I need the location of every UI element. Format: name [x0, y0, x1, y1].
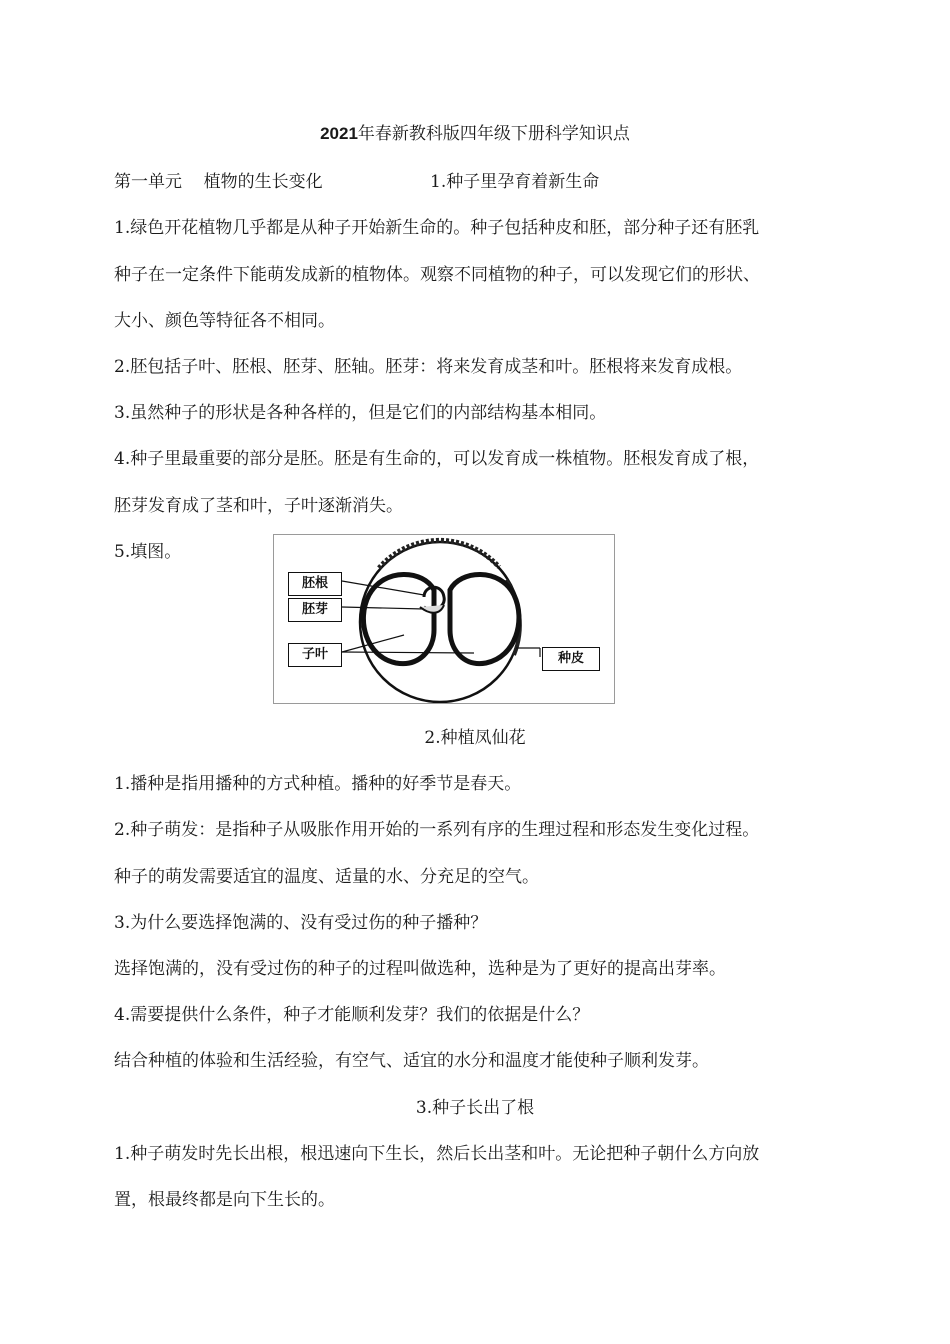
paragraph: 大小、颜色等特征各不相同。: [114, 311, 335, 331]
label-seed-coat: 种皮: [542, 647, 600, 671]
paragraph: 1.种子萌发时先长出根，根迅速向下生长，然后长出茎和叶。无论把种子朝什么方向放: [114, 1144, 760, 1164]
paragraph: 2.种子萌发：是指种子从吸胀作用开始的一系列有序的生理过程和形态发生变化过程。: [114, 820, 760, 840]
unit-heading: 第一单元 植物的生长变化: [114, 172, 323, 192]
title-text: 年春新教科版四年级下册科学知识点: [357, 124, 630, 144]
label-radicle: 胚根: [288, 572, 342, 596]
paragraph: 1.播种是指用播种的方式种植。播种的好季节是春天。: [114, 774, 522, 794]
paragraph: 胚芽发育成了茎和叶，子叶逐渐消失。: [114, 496, 403, 516]
lesson3-title: 3.种子长出了根: [415, 1098, 535, 1118]
paragraph: 1.绿色开花植物几乎都是从种子开始新生命的。种子包括种皮和胚，部分种子还有胚乳: [114, 218, 760, 238]
seed-structure-figure: [273, 534, 615, 704]
label-cotyledon: 子叶: [288, 643, 342, 667]
label-plumule: 胚芽: [288, 598, 342, 622]
right-cotyledon: [450, 574, 519, 663]
paragraph: 5.填图。: [114, 542, 182, 562]
lesson1-title: 1.种子里孕育着新生命: [430, 172, 600, 192]
paragraph: 3.为什么要选择饱满的、没有受过伤的种子播种？: [114, 913, 488, 933]
paragraph: 置，根最终都是向下生长的。: [114, 1190, 335, 1210]
left-cotyledon: [363, 574, 434, 663]
title-year: 2021: [320, 124, 358, 143]
paragraph: 4.种子里最重要的部分是胚。胚是有生命的，可以发育成一株植物。胚根发育成了根，: [114, 449, 760, 469]
paragraph: 种子的萌发需要适宜的温度、适量的水、分充足的空气。: [114, 867, 539, 887]
paragraph: 3.虽然种子的形状是各种各样的，但是它们的内部结构基本相同。: [114, 403, 607, 423]
document-title: [0, 122, 950, 146]
paragraph: 2.胚包括子叶、胚根、胚芽、胚轴。胚芽：将来发育成茎和叶。胚根将来发育成根。: [114, 357, 743, 377]
paragraph: 种子在一定条件下能萌发成新的植物体。观察不同植物的种子，可以发现它们的形状、: [114, 265, 760, 285]
paragraph: 结合种植的体验和生活经验，有空气、适宜的水分和温度才能使种子顺利发芽。: [114, 1051, 709, 1071]
paragraph: 4.需要提供什么条件，种子才能顺利发芽？我们的依据是什么？: [114, 1005, 590, 1025]
paragraph: 选择饱满的，没有受过伤的种子的过程叫做选种，选种是为了更好的提高出芽率。: [114, 959, 726, 979]
lesson2-title: 2.种植凤仙花: [424, 728, 526, 748]
